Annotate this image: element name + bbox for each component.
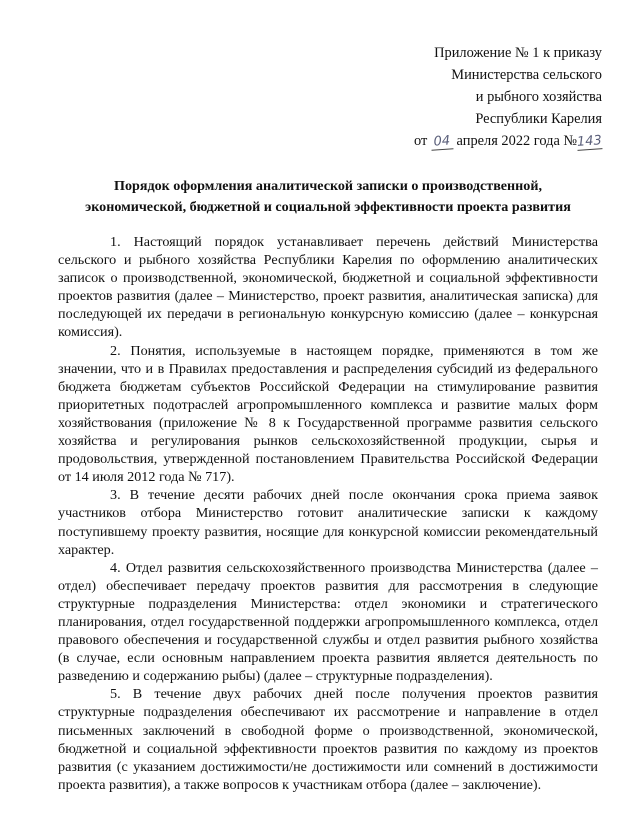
paragraph-3: 3. В течение десяти рабочих дней после окончания срока приема заявок участников отбора Министерство готовит аналитические записки к каждому поступившему проекту развития, носящие для конкурсной комиссии рекомендательный характер. xyxy=(58,487,598,558)
appendix-line-2: Министерства сельского xyxy=(451,67,602,83)
handwritten-order-number: 143 xyxy=(576,133,603,150)
appendix-line-4: Республики Карелия xyxy=(475,111,602,127)
date-prefix: от xyxy=(414,133,428,149)
paragraph-4: 4. Отдел развития сельскохозяйственного производства Министерства (далее – отдел) обеспечивает передачу проектов развития для рассмотрения в следующие структурные подразделения Министерства: отдел экономики и стратегического планирования, отдел государственной поддержки агропромышленного комплекса, отдел правового обеспечения и государственной службы и отдел развития рыбного хозяйства (в случае, если основным направлением проекта развития является деятельность по разведению и содержанию рыбы) (далее – структурные подразделения). xyxy=(58,559,598,685)
appendix-header xyxy=(414,42,602,152)
document-body xyxy=(58,233,598,794)
title-line-1: Порядок оформления аналитической записки о производственной, xyxy=(114,178,542,194)
title-line-2: экономической, бюджетной и социальной эффективности проекта развития xyxy=(85,199,571,215)
paragraph-2: 2. Понятия, используемые в настоящем порядке, применяются в том же значении, что и в Правилах предоставления и распределения субсидий из федерального бюджета бюджетам субъектов Российской Федерации на стимулирование развития приоритетных подотраслей агропромышленного комплекса и развитие малых форм хозяйствования (приложение № 8 к Государственной программе развития сельского хозяйства и регулирования рынков сельскохозяйственной продукции, сырья и продовольствия, утвержденной постановлением Правительства Российской Федерации от 14 июля 2012 года № 717). xyxy=(58,342,598,486)
document-title xyxy=(58,176,598,218)
date-middle: апреля 2022 года № xyxy=(456,133,578,149)
appendix-line-3: и рыбного хозяйства xyxy=(475,89,602,105)
appendix-date-line xyxy=(414,130,602,152)
appendix-line-1: Приложение № 1 к приказу xyxy=(434,45,602,61)
paragraph-1: 1. Настоящий порядок устанавливает перечень действий Министерства сельского и рыбного хозяйства Республики Карелия по оформлению аналитических записок о производственной, экономической, бюджетной и социальной эффективности проектов развития (далее – Министерство, проект развития, аналитическая записка) для последующей их передачи в региональную конкурсную комиссию (далее – конкурсная комиссия). xyxy=(58,234,598,341)
handwritten-day: 04 xyxy=(430,134,453,150)
paragraph-5: 5. В течение двух рабочих дней после получения проектов развития структурные подразделения обеспечивают их рассмотрение и направление в отдел письменных заключений в свободной форме о производственной, экономической, бюджетной и социальной эффективности проектов развития по каждому из проектов развития (с указанием достижимости/не достижимости или сомнений в достижимости проекта развития), а также вопросов к участникам отбора (далее – заключение). xyxy=(58,686,598,793)
